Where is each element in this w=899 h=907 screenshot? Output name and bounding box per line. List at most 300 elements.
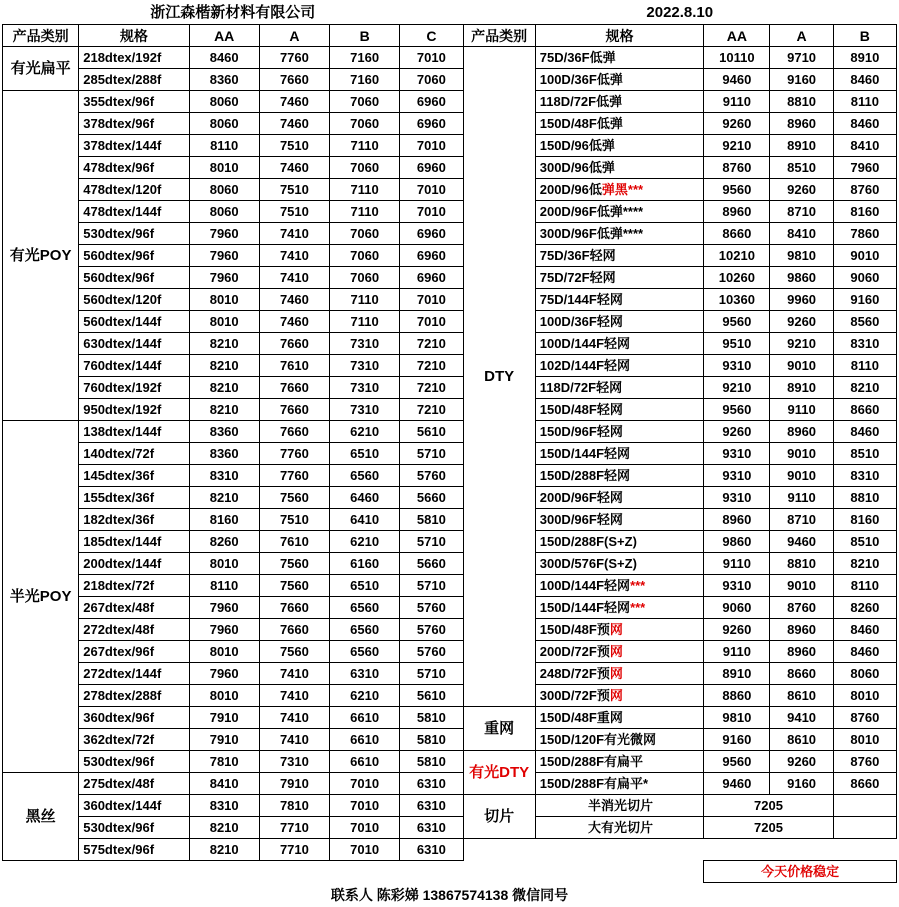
spec-cell: 大有光切片 [535,817,704,839]
spec-cell: 150D/48F预网 [535,619,704,641]
spec-cell: 155dtex/36f [79,487,189,509]
price-c: 7210 [400,377,463,399]
table-row [3,553,897,575]
price-b: 8460 [833,619,896,641]
spec-cell: 278dtex/288f [79,685,189,707]
price-aa: 7205 [704,795,833,817]
price-a: 7660 [259,619,329,641]
table-row [3,267,897,289]
table-row [3,245,897,267]
table-row [3,597,897,619]
price-a: 8910 [770,135,833,157]
price-b: 6560 [330,619,400,641]
price-c: 5610 [400,421,463,443]
spec-cell: 575dtex/96f [79,839,189,861]
spec-cell: 150D/48F低弹 [535,113,704,135]
price-a: 7660 [259,399,329,421]
spec-cell: 150D/144F轻网 [535,443,704,465]
table-row [3,795,897,817]
price-c: 5810 [400,729,463,751]
price-c: 6310 [400,839,463,861]
price-aa: 8460 [189,47,259,69]
price-aa: 9510 [704,333,770,355]
spec-cell: 760dtex/192f [79,377,189,399]
price-aa: 7960 [189,223,259,245]
price-b: 8060 [833,663,896,685]
price-b: 7060 [330,157,400,179]
price-c: 5660 [400,487,463,509]
price-a: 7660 [259,597,329,619]
price-a: 7510 [259,135,329,157]
price-a: 9110 [770,399,833,421]
spec-cell: 300D/72F预网 [535,685,704,707]
spec-cell: 185dtex/144f [79,531,189,553]
price-b: 7960 [833,157,896,179]
price-aa: 8160 [189,509,259,531]
price-aa: 9560 [704,399,770,421]
table-row [3,443,897,465]
price-aa: 8060 [189,113,259,135]
price-c: 7010 [400,201,463,223]
price-b: 6510 [330,575,400,597]
spec-cell: 75D/36F低弹 [535,47,704,69]
price-a: 8810 [770,91,833,113]
price-aa: 8210 [189,817,259,839]
table-row [3,135,897,157]
spec-cell: 150D/288F有扁平 [535,751,704,773]
price-b: 8760 [833,179,896,201]
price-b: 6610 [330,729,400,751]
price-aa: 8310 [189,465,259,487]
spec-cell: 560dtex/96f [79,267,189,289]
price-aa: 8910 [704,663,770,685]
price-b: 6310 [330,663,400,685]
spec-cell: 560dtex/144f [79,311,189,333]
price-b: 7060 [330,91,400,113]
price-aa: 8060 [189,179,259,201]
price-aa: 8860 [704,685,770,707]
price-b: 8260 [833,597,896,619]
price-b: 7110 [330,289,400,311]
price-c: 7010 [400,179,463,201]
price-a: 7910 [259,773,329,795]
spec-cell: 285dtex/288f [79,69,189,91]
price-b: 8460 [833,69,896,91]
table-row [3,465,897,487]
table-row [3,69,897,91]
price-aa: 9810 [704,707,770,729]
price-c: 6960 [400,267,463,289]
price-b: 8810 [833,487,896,509]
price-aa: 8360 [189,443,259,465]
spec-cell: 378dtex/96f [79,113,189,135]
price-b: 8560 [833,311,896,333]
price-b: 8760 [833,707,896,729]
price-aa: 8010 [189,311,259,333]
price-a: 7710 [259,839,329,861]
price-a: 7460 [259,113,329,135]
price-aa: 8260 [189,531,259,553]
price-a: 9810 [770,245,833,267]
price-b: 6210 [330,685,400,707]
price-b: 7110 [330,201,400,223]
price-a: 7660 [259,421,329,443]
spec-cell: 100D/144F轻网*** [535,575,704,597]
category-cell: 有光扁平 [3,47,79,91]
col-header-left-0: 产品类别 [3,25,79,47]
table-row [3,641,897,663]
price-aa: 8210 [189,399,259,421]
price-aa: 7205 [704,817,833,839]
price-b: 8760 [833,751,896,773]
price-aa: 8060 [189,201,259,223]
price-a: 7410 [259,663,329,685]
price-a: 9410 [770,707,833,729]
spec-cell: 272dtex/48f [79,619,189,641]
price-c: 5710 [400,443,463,465]
price-b [833,795,896,817]
price-a: 8960 [770,421,833,443]
price-a: 7560 [259,575,329,597]
price-a: 8960 [770,619,833,641]
price-aa: 9460 [704,69,770,91]
price-c: 5810 [400,509,463,531]
price-a: 7610 [259,355,329,377]
table-row [3,487,897,509]
price-b: 8460 [833,113,896,135]
price-aa: 8760 [704,157,770,179]
spec-cell: 300D/96F低弹**** [535,223,704,245]
price-c: 6310 [400,817,463,839]
category-cell: 有光DTY [463,751,535,795]
spec-cell: 630dtex/144f [79,333,189,355]
spec-cell: 378dtex/144f [79,135,189,157]
price-a: 9010 [770,575,833,597]
spec-cell: 248D/72F预网 [535,663,704,685]
spec-cell: 145dtex/36f [79,465,189,487]
price-c: 7010 [400,47,463,69]
spec-cell: 150D/96低弹 [535,135,704,157]
table-row [3,91,897,113]
spec-cell: 560dtex/120f [79,289,189,311]
category-cell: DTY [463,47,535,707]
spec-cell: 150D/288F有扁平* [535,773,704,795]
price-c: 6960 [400,157,463,179]
price-aa: 9110 [704,641,770,663]
table-row [3,421,897,443]
price-notice: 今天价格稳定 [704,861,897,883]
spec-cell: 150D/144F轻网*** [535,597,704,619]
spec-cell: 200D/96低弹黑*** [535,179,704,201]
price-a: 9260 [770,179,833,201]
price-b: 7310 [330,399,400,421]
spec-cell: 355dtex/96f [79,91,189,113]
price-a: 8960 [770,641,833,663]
price-aa: 8210 [189,333,259,355]
col-header-right-1: 规格 [535,25,704,47]
table-row [3,575,897,597]
price-aa: 9210 [704,135,770,157]
price-a: 9010 [770,465,833,487]
price-a: 8660 [770,663,833,685]
spec-cell: 140dtex/72f [79,443,189,465]
price-b: 8010 [833,729,896,751]
price-c: 7060 [400,69,463,91]
price-a: 9260 [770,311,833,333]
price-aa: 9310 [704,487,770,509]
price-b: 8410 [833,135,896,157]
price-aa: 9310 [704,443,770,465]
price-b: 6410 [330,509,400,531]
spec-cell: 半消光切片 [535,795,704,817]
price-b: 8460 [833,641,896,663]
price-c: 6310 [400,795,463,817]
price-a: 7660 [259,333,329,355]
spec-cell: 218dtex/72f [79,575,189,597]
price-c: 6960 [400,223,463,245]
price-a: 7410 [259,707,329,729]
price-aa: 8010 [189,641,259,663]
spec-cell: 150D/48F重网 [535,707,704,729]
price-a: 7410 [259,729,329,751]
spec-cell: 75D/36F轻网 [535,245,704,267]
price-a: 8960 [770,113,833,135]
price-aa: 8210 [189,355,259,377]
spec-cell: 100D/36F轻网 [535,311,704,333]
price-a: 9710 [770,47,833,69]
price-aa: 7810 [189,751,259,773]
spec-cell: 560dtex/96f [79,245,189,267]
price-c: 5810 [400,751,463,773]
price-aa: 8210 [189,839,259,861]
price-a: 8760 [770,597,833,619]
price-b: 9060 [833,267,896,289]
col-header-right-0: 产品类别 [463,25,535,47]
price-b: 7110 [330,311,400,333]
price-aa: 8210 [189,377,259,399]
spec-cell: 530dtex/96f [79,817,189,839]
price-b: 7060 [330,245,400,267]
spec-cell: 100D/36F低弹 [535,69,704,91]
price-b: 9160 [833,289,896,311]
price-a: 9260 [770,751,833,773]
price-c: 7210 [400,355,463,377]
price-b: 6210 [330,531,400,553]
price-b: 7010 [330,839,400,861]
price-a: 8810 [770,553,833,575]
price-a: 7410 [259,267,329,289]
price-a: 8710 [770,201,833,223]
table-row [3,773,897,795]
price-aa: 7910 [189,729,259,751]
price-aa: 8060 [189,91,259,113]
price-a: 7460 [259,289,329,311]
spec-cell: 267dtex/48f [79,597,189,619]
table-row [3,223,897,245]
spec-cell: 760dtex/144f [79,355,189,377]
price-b: 7310 [330,333,400,355]
price-b: 7010 [330,773,400,795]
table-row [3,289,897,311]
price-c: 7210 [400,399,463,421]
price-b: 7060 [330,267,400,289]
table-row [3,157,897,179]
price-a: 7810 [259,795,329,817]
price-aa: 9160 [704,729,770,751]
spec-cell: 150D/120F有光微网 [535,729,704,751]
price-b: 8160 [833,509,896,531]
spec-cell: 362dtex/72f [79,729,189,751]
price-b: 6560 [330,465,400,487]
price-aa: 7960 [189,663,259,685]
spec-cell: 200D/96F低弹**** [535,201,704,223]
price-b: 8510 [833,443,896,465]
col-header-left-4: B [330,25,400,47]
category-cell: 半光POY [3,421,79,773]
price-aa: 7960 [189,245,259,267]
price-a: 7410 [259,245,329,267]
price-aa: 8960 [704,201,770,223]
price-c: 5710 [400,531,463,553]
price-aa: 9560 [704,179,770,201]
price-a: 8610 [770,729,833,751]
table-row [3,399,897,421]
price-aa: 10210 [704,245,770,267]
spec-cell: 182dtex/36f [79,509,189,531]
price-aa: 8010 [189,157,259,179]
price-b: 8210 [833,553,896,575]
spec-cell: 272dtex/144f [79,663,189,685]
company-title: 浙江森楷新材料有限公司 [3,2,464,25]
price-b: 8110 [833,355,896,377]
table-row [3,619,897,641]
price-aa: 9460 [704,773,770,795]
price-b: 6510 [330,443,400,465]
price-b: 8160 [833,201,896,223]
price-c: 5710 [400,575,463,597]
price-aa: 8960 [704,509,770,531]
price-c: 6960 [400,91,463,113]
spec-cell: 267dtex/96f [79,641,189,663]
price-b [833,817,896,839]
spec-cell: 150D/288F(S+Z) [535,531,704,553]
price-b: 6160 [330,553,400,575]
price-a: 8910 [770,377,833,399]
price-c: 5760 [400,641,463,663]
price-c: 5760 [400,619,463,641]
spec-cell: 75D/144F轻网 [535,289,704,311]
price-a: 7610 [259,531,329,553]
col-header-left-2: AA [189,25,259,47]
col-header-right-2: AA [704,25,770,47]
category-cell: 有光POY [3,91,79,421]
price-b: 7160 [330,47,400,69]
notice-row [3,861,897,883]
price-a: 9110 [770,487,833,509]
spec-cell: 200D/96F轻网 [535,487,704,509]
price-b: 8010 [833,685,896,707]
price-aa: 9310 [704,575,770,597]
price-b: 8310 [833,465,896,487]
price-b: 9010 [833,245,896,267]
price-c: 5660 [400,553,463,575]
table-row [3,311,897,333]
spec-cell: 100D/144F轻网 [535,333,704,355]
price-a: 7560 [259,553,329,575]
sheet-date: 2022.8.10 [463,2,896,25]
price-b: 7160 [330,69,400,91]
price-aa: 8010 [189,553,259,575]
price-aa: 10110 [704,47,770,69]
spec-cell: 360dtex/96f [79,707,189,729]
spec-cell: 218dtex/192f [79,47,189,69]
price-b: 8660 [833,773,896,795]
spec-cell: 950dtex/192f [79,399,189,421]
price-b: 8210 [833,377,896,399]
col-header-left-1: 规格 [79,25,189,47]
price-a: 7760 [259,47,329,69]
price-a: 8610 [770,685,833,707]
col-header-left-5: C [400,25,463,47]
price-b: 8310 [833,333,896,355]
price-c: 5810 [400,707,463,729]
table-row [3,531,897,553]
price-b: 7860 [833,223,896,245]
price-b: 7010 [330,795,400,817]
table-row [3,751,897,773]
table-row [3,839,897,861]
price-a: 9210 [770,333,833,355]
price-a: 7560 [259,487,329,509]
price-aa: 8010 [189,289,259,311]
price-aa: 8310 [189,795,259,817]
price-c: 7010 [400,311,463,333]
price-aa: 9110 [704,91,770,113]
price-aa: 10360 [704,289,770,311]
price-aa: 7960 [189,267,259,289]
price-a: 7760 [259,443,329,465]
price-b: 8510 [833,531,896,553]
price-a: 7510 [259,201,329,223]
price-b: 7110 [330,135,400,157]
price-c: 7010 [400,135,463,157]
price-b: 7060 [330,113,400,135]
price-a: 7510 [259,509,329,531]
price-aa: 7960 [189,619,259,641]
price-a: 8710 [770,509,833,531]
table-row [3,355,897,377]
table-row [3,509,897,531]
col-header-right-3: A [770,25,833,47]
spec-cell: 138dtex/144f [79,421,189,443]
price-b: 7110 [330,179,400,201]
price-a: 7560 [259,641,329,663]
category-cell: 切片 [463,795,535,839]
spec-cell: 200dtex/144f [79,553,189,575]
price-b: 7060 [330,223,400,245]
spec-cell: 530dtex/96f [79,751,189,773]
col-header-left-3: A [259,25,329,47]
spec-cell: 275dtex/48f [79,773,189,795]
price-a: 7660 [259,69,329,91]
price-aa: 9060 [704,597,770,619]
table-row [3,663,897,685]
price-a: 9160 [770,69,833,91]
price-aa: 10260 [704,267,770,289]
price-a: 7410 [259,223,329,245]
price-aa: 9260 [704,619,770,641]
price-a: 7760 [259,465,329,487]
